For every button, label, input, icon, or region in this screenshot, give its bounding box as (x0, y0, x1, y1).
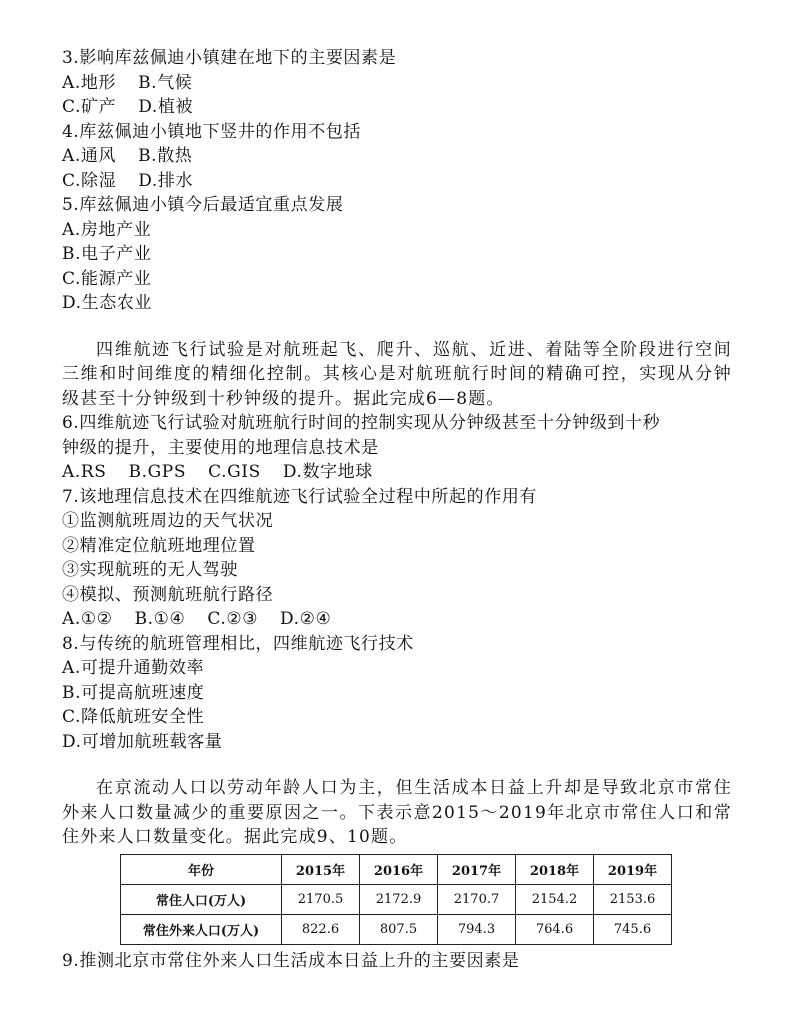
q4-stem: 4.库兹佩迪小镇地下竖井的作用不包括 (62, 121, 362, 142)
q3-option-a: A.地形 (62, 72, 117, 93)
table-cell: 2154.2 (516, 884, 594, 914)
q6-option-d: D.数字地球 (282, 462, 373, 482)
q7-item-3: ③实现航班的无人驾驶 (62, 560, 238, 580)
q4-option-d: D.排水 (138, 170, 194, 191)
passage-beijing-population: 在京流动人口以劳动年龄人口为主，但生活成本日益上升却是导致北京市常住外来人口数量减少的重要原因之一。下表示意2015～2019年北京市常住人口和常住外来人口数量变化。据此完成9、10题。 (62, 778, 732, 847)
q5-option-a: A.房地产业 (62, 219, 152, 240)
q4-options-row-1 (62, 144, 732, 169)
table-cell: 794.3 (438, 914, 516, 944)
q4-options-row-2 (62, 169, 732, 194)
q8-option-c: C.降低航班安全性 (62, 707, 205, 727)
q6-option-a: A.RS (62, 462, 107, 482)
table-header-cell: 2017年 (438, 854, 516, 884)
table-header-cell: 2018年 (516, 854, 594, 884)
q3-option-d: D.植被 (138, 97, 194, 117)
q7-option-a: A.①② (62, 609, 113, 629)
q6-stem-line-1: 6.四维航迹飞行试验对航班航行时间的控制实现从分钟级甚至十分钟级到十秒 (62, 413, 661, 433)
table-cell: 2170.5 (282, 884, 360, 914)
q7-option-b: B.①④ (134, 609, 186, 629)
q5-option-b: B.电子产业 (62, 244, 152, 264)
q8-option-b: B.可提高航班速度 (62, 682, 205, 703)
q6-stem-line-2: 钟级的提升，主要使用的地理信息技术是 (62, 437, 379, 458)
q5-option-c: C.能源产业 (62, 268, 152, 289)
table-row (121, 884, 672, 914)
q7-stem: 7.该地理信息技术在四维航迹飞行试验全过程中所起的作用有 (62, 486, 538, 507)
table-header-year-label: 年份 (121, 854, 282, 884)
table-cell: 745.6 (594, 914, 672, 944)
table-header-cell: 2016年 (360, 854, 438, 884)
table-header-cell: 2019年 (594, 854, 672, 884)
q7-item-1: ①监测航班周边的天气状况 (62, 511, 274, 531)
q5-stem: 5.库兹佩迪小镇今后最适宜重点发展 (62, 195, 344, 215)
q4-option-a: A.通风 (62, 146, 117, 166)
q8-option-a: A.可提升通勤效率 (62, 658, 205, 678)
exam-page (62, 46, 732, 973)
q7-option-c: C.②③ (207, 609, 259, 629)
table-cell: 2172.9 (360, 884, 438, 914)
q6-option-b: B.GPS (128, 462, 187, 482)
q8-option-d: D.可增加航班载客量 (62, 731, 223, 752)
table-header-cell: 2015年 (282, 854, 360, 884)
q7-item-2: ②精准定位航班地理位置 (62, 535, 256, 556)
q3-option-b: B.气候 (138, 72, 193, 93)
passage-flight-trajectory: 四维航迹飞行试验是对航班起飞、爬升、巡航、近进、着陆等全阶段进行空间三维和时间维度的精细化控制。其核心是对航班航行时间的精确可控，实现从分钟级甚至十分钟级到十秒钟级的提升。据此完成6—8题。 (62, 339, 732, 409)
table-header-row (121, 854, 672, 884)
q7-item-4: ④模拟、预测航班航行路径 (62, 584, 274, 605)
table-cell: 2170.7 (438, 884, 516, 914)
table-cell: 2153.6 (594, 884, 672, 914)
table-row-label: 常住人口(万人) (121, 884, 282, 914)
q6-options (62, 460, 732, 485)
table-row-label: 常住外来人口(万人) (121, 914, 282, 944)
q9-stem: 9.推测北京市常住外来人口生活成本日益上升的主要因素是 (62, 950, 520, 971)
q3-options-row-2 (62, 95, 732, 120)
q3-stem: 3.影响库兹佩迪小镇建在地下的主要因素是 (62, 48, 397, 68)
table-cell: 822.6 (282, 914, 360, 944)
q7-option-d: D.②④ (280, 609, 332, 629)
q7-options (62, 607, 732, 632)
q4-option-c: C.除湿 (62, 170, 117, 191)
population-table (120, 854, 672, 945)
q3-options-row-1 (62, 71, 732, 96)
table-cell: 807.5 (360, 914, 438, 944)
q5-option-d: D.生态农业 (62, 293, 153, 313)
q6-option-c: C.GIS (208, 462, 261, 482)
table-row (121, 914, 672, 944)
q3-option-c: C.矿产 (62, 97, 117, 117)
q8-stem: 8.与传统的航班管理相比，四维航迹飞行技术 (62, 633, 414, 654)
table-cell: 764.6 (516, 914, 594, 944)
q4-option-b: B.散热 (138, 146, 193, 166)
